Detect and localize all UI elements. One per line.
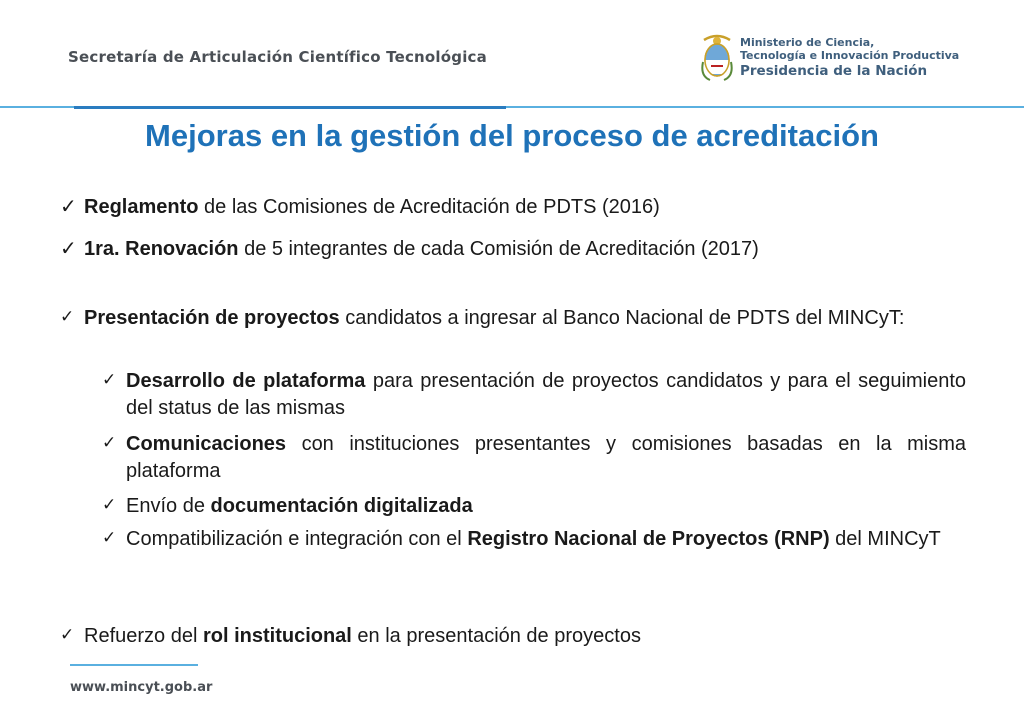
sub-list-item: [102, 368, 966, 422]
item-text: candidatos a ingresar al Banco Nacional de PDTS del MINCyT:: [339, 307, 905, 329]
item-bold: Comunicaciones: [126, 433, 287, 455]
header-accent-divider: [74, 106, 506, 109]
item-bold: Presentación de proyectos: [84, 307, 340, 329]
item-bold: rol institucional: [202, 625, 352, 647]
item-bold: documentación digitalizada: [210, 495, 473, 517]
list-item: [60, 236, 966, 263]
ministry-text: [740, 36, 959, 80]
item-text: de 5 integrantes de cada Comisión de Acreditación (2017): [238, 238, 759, 260]
ministry-logo: [700, 32, 960, 88]
footer-url: www.mincyt.gob.ar: [70, 680, 213, 695]
sub-list-item: [102, 431, 966, 485]
checkmark-icon: ✓: [102, 528, 117, 548]
item-bold: Registro Nacional de Proyectos (RNP): [467, 528, 830, 550]
item-bold: Desarrollo de plataforma: [126, 370, 366, 392]
checkmark-icon: ✓: [102, 370, 117, 390]
national-emblem-icon: [700, 32, 734, 82]
list-item: [60, 305, 966, 332]
footer-divider: [70, 664, 198, 666]
slide-title: Mejoras en la gestión del proceso de acreditación: [145, 118, 879, 153]
item-text: con instituciones presentantes y comisiones basadas en la misma plataforma: [126, 433, 966, 482]
ministry-line-2: Tecnología e Innovación Productiva: [740, 49, 960, 62]
checkmark-icon: ✓: [60, 307, 75, 327]
checkmark-icon: ✓: [60, 236, 77, 260]
item-text: en la presentación de proyectos: [351, 625, 641, 647]
item-bold: 1ra. Renovación: [84, 238, 239, 260]
item-text: del MINCyT: [829, 528, 941, 550]
item-text: Refuerzo del: [84, 625, 203, 647]
checkmark-icon: ✓: [102, 433, 117, 453]
list-item: [60, 623, 966, 650]
item-bold: Reglamento: [84, 196, 199, 218]
item-text: Compatibilización e integración con el: [126, 528, 468, 550]
item-text: Envío de: [126, 495, 211, 517]
ministry-line-3: Presidencia de la Nación: [740, 63, 928, 79]
sub-list-item: [102, 493, 966, 520]
checkmark-icon: ✓: [102, 495, 117, 515]
checkmark-icon: ✓: [60, 194, 77, 218]
sub-list-item: [102, 526, 966, 553]
item-text: para presentación de proyectos candidatos y para el seguimiento del status de las mismas: [126, 370, 966, 419]
item-text: de las Comisiones de Acreditación de PDTS (2016): [198, 196, 660, 218]
list-item: [60, 194, 966, 221]
secretaria-title: Secretaría de Articulación Científico Tecnológica: [68, 48, 487, 66]
ministry-line-1: Ministerio de Ciencia,: [740, 36, 875, 49]
checkmark-icon: ✓: [60, 625, 75, 645]
